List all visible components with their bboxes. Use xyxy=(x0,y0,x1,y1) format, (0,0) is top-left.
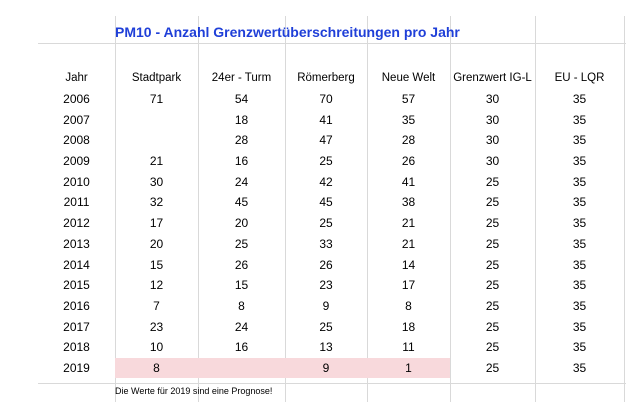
table-cell[interactable]: 35 xyxy=(572,112,587,127)
table-row xyxy=(38,337,624,358)
table-cell[interactable]: 25 xyxy=(319,216,333,231)
table-row xyxy=(38,234,624,255)
table-cell[interactable]: 25 xyxy=(485,195,500,210)
table-row xyxy=(38,171,624,192)
table-cell[interactable]: 30 xyxy=(485,154,500,169)
table-cell[interactable]: 15 xyxy=(149,257,164,272)
table-cell[interactable]: 23 xyxy=(149,319,164,334)
table-cell[interactable]: 25 xyxy=(485,340,500,355)
table-cell[interactable]: 9 xyxy=(285,358,367,379)
table-cell[interactable]: 25 xyxy=(319,319,333,334)
table-cell[interactable]: 35 xyxy=(572,257,587,272)
table-cell[interactable]: 2006 xyxy=(63,92,90,107)
table-cell[interactable]: 14 xyxy=(401,257,416,272)
table-cell[interactable]: 25 xyxy=(234,236,249,251)
table-cell[interactable]: 12 xyxy=(149,278,164,293)
table-cell[interactable]: 41 xyxy=(401,174,416,189)
data-table xyxy=(38,68,624,378)
table-cell[interactable]: 35 xyxy=(572,278,587,293)
table-cell[interactable]: 2012 xyxy=(63,216,90,231)
table-cell[interactable]: 24 xyxy=(234,319,249,334)
table-cell[interactable]: 70 xyxy=(319,92,333,107)
table-cell[interactable]: 35 xyxy=(572,360,587,375)
table-cell[interactable]: 21 xyxy=(149,154,164,169)
table-cell[interactable]: 26 xyxy=(401,154,416,169)
table-cell[interactable]: 2017 xyxy=(63,319,90,334)
table-cell[interactable]: 18 xyxy=(401,319,416,334)
column-header[interactable]: 24er - Turm xyxy=(211,72,272,85)
table-cell[interactable]: 25 xyxy=(485,298,500,313)
spreadsheet xyxy=(38,16,626,402)
table-cell[interactable]: 25 xyxy=(485,174,500,189)
table-cell[interactable]: 25 xyxy=(485,278,500,293)
table-cell[interactable]: 35 xyxy=(572,340,587,355)
table-cell[interactable]: 13 xyxy=(319,340,333,355)
table-cell[interactable]: 35 xyxy=(572,133,587,148)
table-cell[interactable] xyxy=(115,130,198,151)
table-cell[interactable]: 8 xyxy=(115,358,198,379)
table-cell[interactable]: 35 xyxy=(572,174,587,189)
table-cell[interactable]: 32 xyxy=(149,195,164,210)
table-cell[interactable]: 25 xyxy=(485,319,500,334)
table-cell[interactable]: 30 xyxy=(485,92,500,107)
table-cell[interactable]: 9 xyxy=(322,298,330,313)
table-row xyxy=(38,213,624,234)
table-cell[interactable]: 23 xyxy=(319,278,333,293)
table-cell[interactable]: 33 xyxy=(319,236,333,251)
table-cell[interactable]: 2018 xyxy=(63,340,90,355)
table-cell[interactable]: 54 xyxy=(234,92,249,107)
table-cell[interactable]: 35 xyxy=(572,216,587,231)
table-cell[interactable]: 45 xyxy=(319,195,333,210)
table-cell[interactable]: 35 xyxy=(572,154,587,169)
table-cell[interactable] xyxy=(115,109,198,130)
table-cell[interactable]: 26 xyxy=(234,257,249,272)
table-cell[interactable]: 35 xyxy=(572,236,587,251)
table-row xyxy=(38,296,624,317)
table-cell[interactable]: 7 xyxy=(153,298,160,313)
column-header[interactable]: EU - LQR xyxy=(554,72,605,85)
table-cell[interactable]: 2011 xyxy=(63,195,90,210)
table-row xyxy=(38,89,624,110)
grid-line xyxy=(38,383,626,384)
table-cell[interactable]: 35 xyxy=(572,298,587,313)
table-cell[interactable]: 8 xyxy=(405,298,412,313)
table-cell[interactable]: 30 xyxy=(485,133,500,148)
table-cell[interactable]: 18 xyxy=(234,112,249,127)
table-cell[interactable]: 26 xyxy=(319,257,333,272)
table-cell[interactable]: 57 xyxy=(401,92,416,107)
table-cell[interactable] xyxy=(198,358,285,379)
table-cell[interactable]: 2008 xyxy=(63,133,90,148)
table-cell[interactable]: 2016 xyxy=(63,298,90,313)
header-row xyxy=(38,68,624,89)
sheet-title: PM10 - Anzahl Grenzwertüberschreitungen pro Jahr xyxy=(115,24,460,40)
table-cell[interactable]: 71 xyxy=(149,92,164,107)
column-header[interactable]: Neue Welt xyxy=(381,72,436,85)
table-cell[interactable]: 25 xyxy=(319,154,333,169)
table-cell[interactable]: 17 xyxy=(149,216,164,231)
table-cell[interactable]: 16 xyxy=(234,154,249,169)
table-cell[interactable]: 2014 xyxy=(63,257,90,272)
table-cell[interactable]: 38 xyxy=(401,195,416,210)
table-cell[interactable]: 2013 xyxy=(63,236,90,251)
table-cell[interactable]: 28 xyxy=(401,133,416,148)
table-cell[interactable]: 42 xyxy=(319,174,333,189)
table-cell[interactable]: 25 xyxy=(485,236,500,251)
column-header[interactable]: Stadtpark xyxy=(131,72,182,85)
table-row xyxy=(38,109,624,130)
table-cell[interactable]: 2019 xyxy=(63,360,90,375)
grid-line xyxy=(38,43,626,44)
table-cell[interactable]: 24 xyxy=(234,174,249,189)
table-cell[interactable]: 2009 xyxy=(63,154,90,169)
table-cell[interactable]: 35 xyxy=(401,112,416,127)
table-cell[interactable]: 1 xyxy=(367,358,450,379)
table-body xyxy=(38,89,624,379)
table-cell[interactable]: 16 xyxy=(234,340,249,355)
table-cell[interactable]: 28 xyxy=(234,133,249,148)
table-cell[interactable]: 35 xyxy=(572,195,587,210)
table-cell[interactable]: 45 xyxy=(234,195,249,210)
table-row xyxy=(38,130,624,151)
table-row xyxy=(38,151,624,172)
table-row xyxy=(38,316,624,337)
grid-line xyxy=(624,16,625,402)
table-row xyxy=(38,192,624,213)
table-cell[interactable]: 47 xyxy=(319,133,333,148)
table-cell[interactable]: 30 xyxy=(149,174,164,189)
table-cell[interactable]: 35 xyxy=(572,92,587,107)
table-row xyxy=(38,254,624,275)
table-cell[interactable]: 2015 xyxy=(63,278,90,293)
table-cell[interactable]: 17 xyxy=(401,278,416,293)
table-cell[interactable]: 21 xyxy=(401,236,416,251)
column-header[interactable]: Römerberg xyxy=(297,72,355,85)
table-cell[interactable]: 30 xyxy=(485,112,500,127)
table-cell[interactable]: 15 xyxy=(234,278,249,293)
table-cell[interactable]: 25 xyxy=(485,360,500,375)
table-cell[interactable]: 41 xyxy=(319,112,333,127)
table-cell[interactable]: 8 xyxy=(238,298,245,313)
table-row xyxy=(38,275,624,296)
column-header[interactable]: Grenzwert IG-L xyxy=(453,72,532,85)
footnote: Die Werte für 2019 sind eine Prognose! xyxy=(115,386,273,396)
table-cell[interactable]: 2007 xyxy=(63,112,90,127)
table-cell[interactable]: 11 xyxy=(402,340,415,355)
table-row xyxy=(38,358,624,379)
column-header[interactable]: Jahr xyxy=(65,72,88,85)
table-cell[interactable]: 25 xyxy=(485,216,500,231)
table-cell[interactable]: 25 xyxy=(485,257,500,272)
table-cell[interactable]: 10 xyxy=(149,340,164,355)
table-cell[interactable]: 2010 xyxy=(63,174,90,189)
table-cell[interactable]: 20 xyxy=(149,236,164,251)
table-cell[interactable]: 35 xyxy=(572,319,587,334)
table-cell[interactable]: 20 xyxy=(234,216,249,231)
table-cell[interactable]: 21 xyxy=(401,216,416,231)
